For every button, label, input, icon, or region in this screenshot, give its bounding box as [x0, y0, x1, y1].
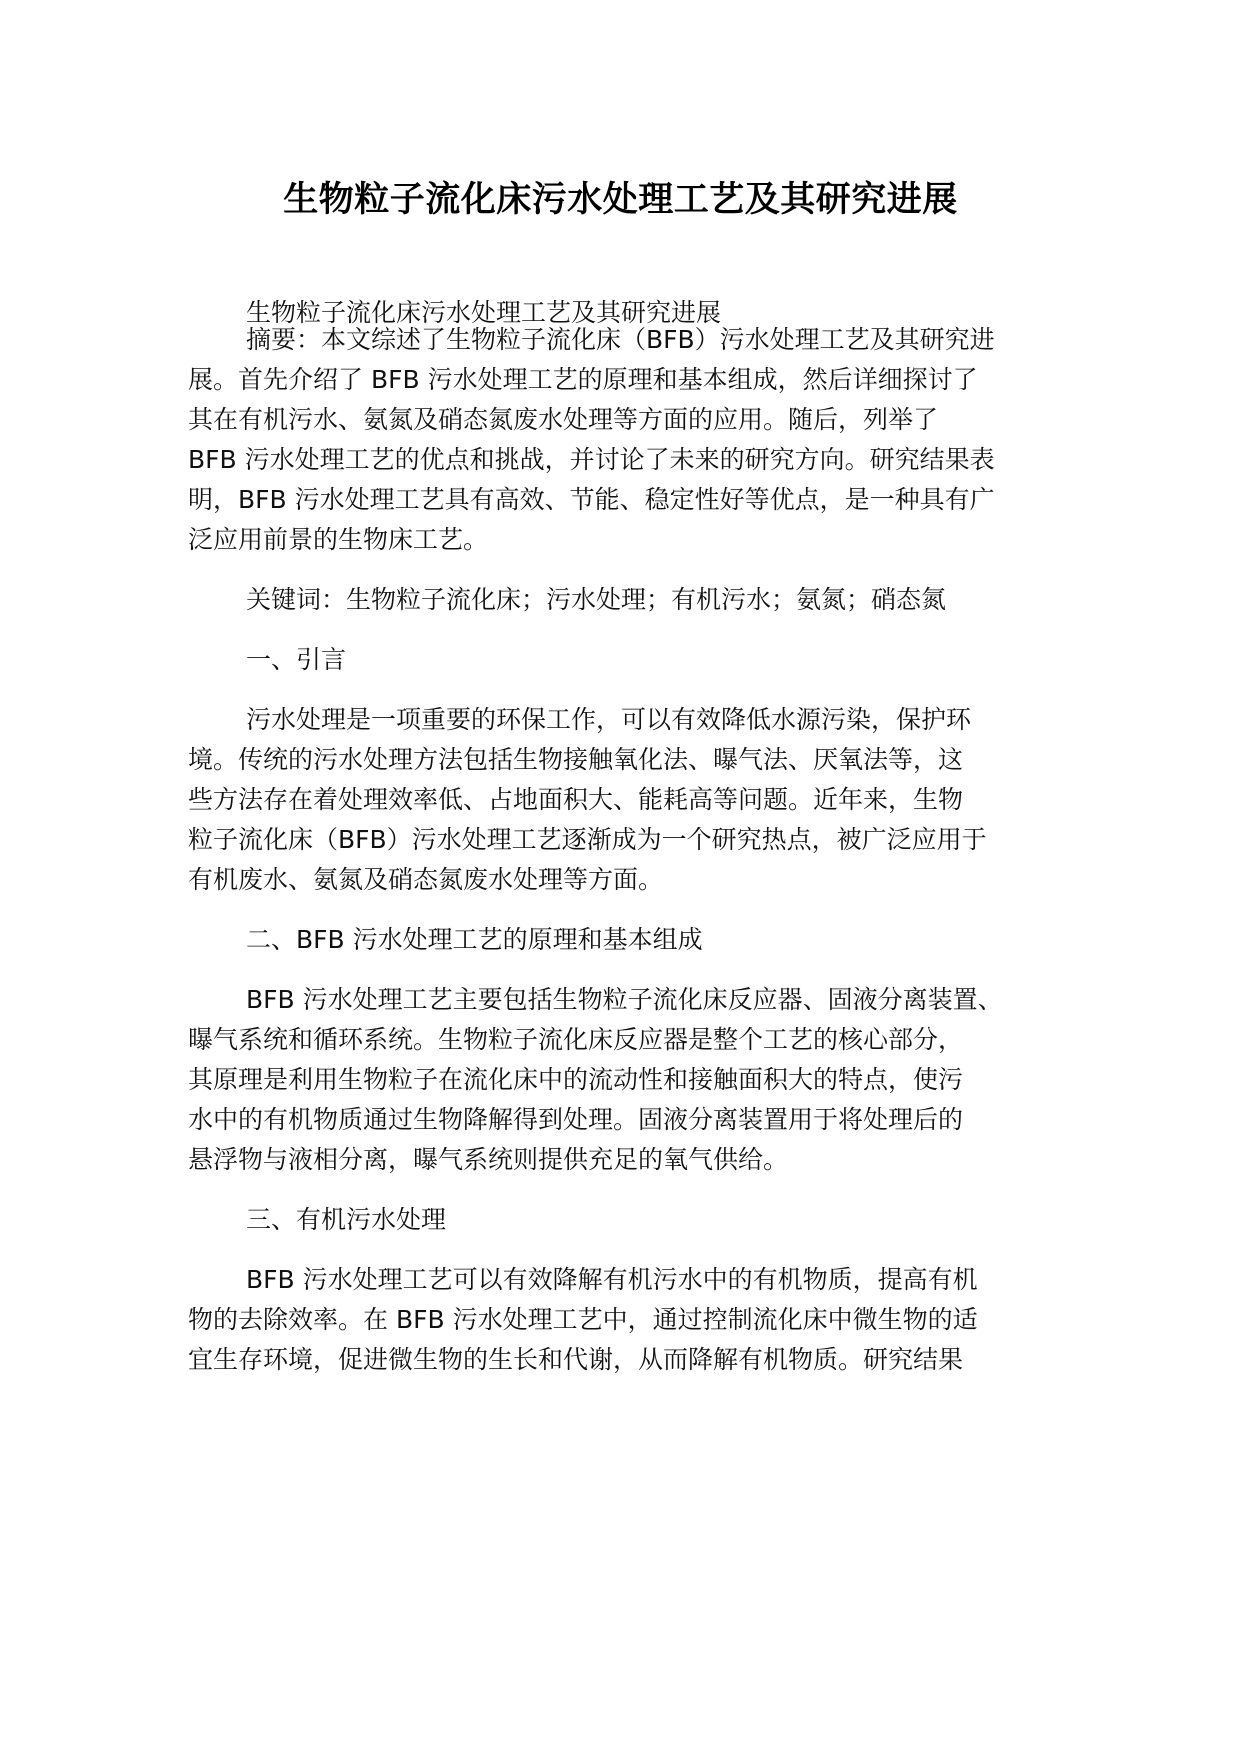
section-line: 些方法存在着处理效率低、占地面积大、能耗高等问题。近年来，生物: [188, 785, 964, 814]
subtitle-paragraph: 生物粒子流化床污水处理工艺及其研究进展: [246, 298, 722, 327]
abstract-line: 展。首先介绍了 BFB 污水处理工艺的原理和基本组成，然后详细探讨了: [188, 365, 978, 394]
section-line: 有机废水、氨氮及硝态氮废水处理等方面。: [188, 865, 664, 894]
document-title: 生物粒子流化床污水处理工艺及其研究进展: [283, 180, 958, 220]
abstract-line: 泛应用前景的生物床工艺。: [188, 525, 489, 554]
section-line: 境。传统的污水处理方法包括生物接触氧化法、曝气法、厌氧法等，这: [188, 745, 964, 774]
section-line: BFB 污水处理工艺可以有效降解有机污水中的有机物质，提高有机: [246, 1265, 978, 1294]
section-line: 宜生存环境，促进微生物的生长和代谢，从而降解有机物质。研究结果: [188, 1345, 964, 1374]
abstract-line: 摘要：本文综述了生物粒子流化床（BFB）污水处理工艺及其研究进: [246, 325, 995, 354]
section-line: 污水处理是一项重要的环保工作，可以有效降低水源污染，保护环: [246, 705, 972, 734]
section-heading: 一、引言: [246, 645, 347, 674]
section-heading: 三、有机污水处理: [246, 1205, 447, 1234]
abstract-line: 其在有机污水、氨氮及硝态氮废水处理等方面的应用。随后，列举了: [188, 405, 939, 434]
section-line: 曝气系统和循环系统。生物粒子流化床反应器是整个工艺的核心部分，: [188, 1025, 964, 1054]
section-heading: 二、BFB 污水处理工艺的原理和基本组成: [246, 925, 703, 954]
abstract-line: 明，BFB 污水处理工艺具有高效、节能、稳定性好等优点，是一种具有广: [188, 485, 995, 514]
section-line: 粒子流化床（BFB）污水处理工艺逐渐成为一个研究热点，被广泛应用于: [188, 825, 987, 854]
section-line: 水中的有机物质通过生物降解得到处理。固液分离装置用于将处理后的: [188, 1105, 964, 1134]
section-line: 其原理是利用生物粒子在流化床中的流动性和接触面积大的特点，使污: [188, 1065, 964, 1094]
keywords-paragraph: 关键词：生物粒子流化床；污水处理；有机污水；氨氮；硝态氮: [246, 585, 947, 614]
section-line: BFB 污水处理工艺主要包括生物粒子流化床反应器、固液分离装置、: [246, 985, 1003, 1014]
section-line: 物的去除效率。在 BFB 污水处理工艺中，通过控制流化床中微生物的适: [188, 1305, 978, 1334]
section-line: 悬浮物与液相分离，曝气系统则提供充足的氧气供给。: [188, 1145, 789, 1174]
abstract-line: BFB 污水处理工艺的优点和挑战，并讨论了未来的研究方向。研究结果表: [188, 445, 995, 474]
